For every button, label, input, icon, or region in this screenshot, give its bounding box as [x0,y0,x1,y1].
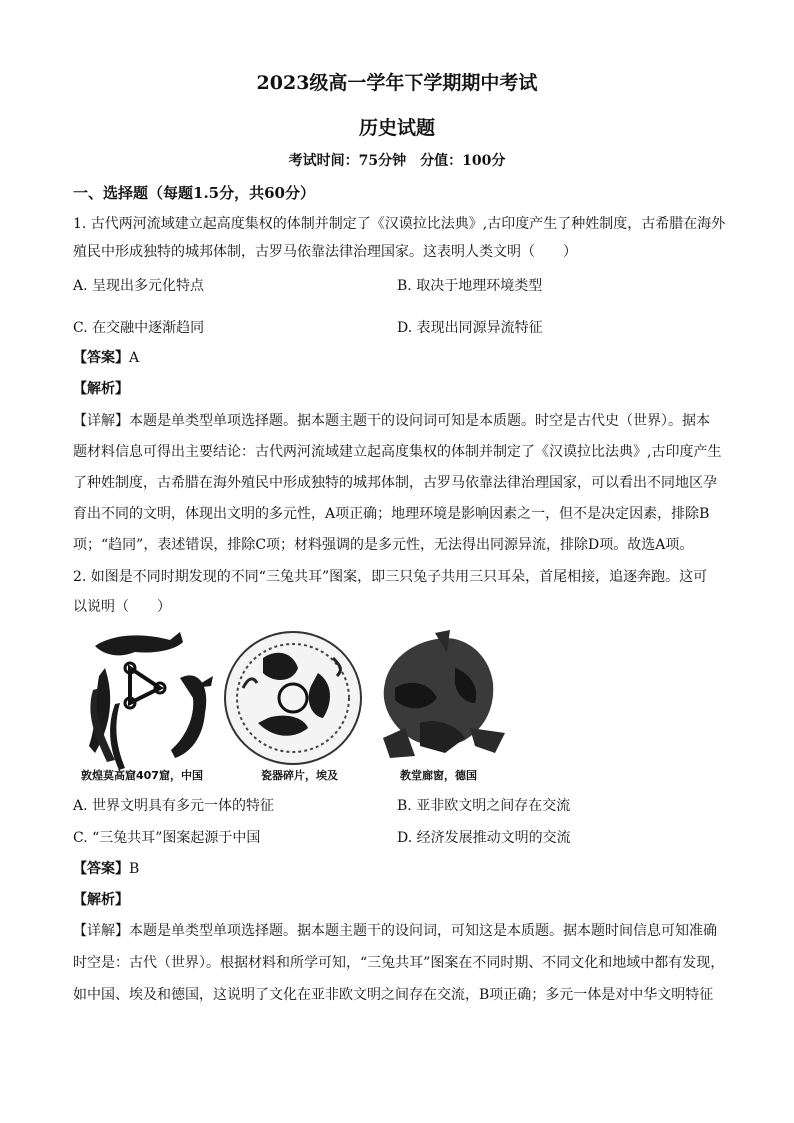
q2-option-a: A. 世界文明具有多元一体的特征 [73,798,275,814]
exam-info: 考试时间：75分钟 分值：100分 [288,153,506,169]
answer-tag: 【答案】 [73,350,129,366]
q1-option-a: A. 呈现出多元化特点 [73,278,205,294]
caption-egypt: 瓷器碎片，埃及 [261,769,338,782]
q1-detail-line: 题材料信息可得出主要结论：古代两河流域建立起高度集权的体制并制定了《汉谟拉比法典》,古印度产生 [73,444,722,460]
q2-detail-line: 如中国、埃及和德国，这说明了文化在亚非欧文明之间存在交流，B项正确；多元一体是对中华文明特征 [73,987,714,1003]
q1-option-b: B. 取决于地理环境类型 [397,278,543,294]
q1-stem-line-2: 殖民中形成独特的城邦体制，古罗马依靠法律治理国家。这表明人类文明（ ） [73,244,577,260]
hares-image-germany [383,630,505,758]
q1-option-d: D. 表现出同源异流特征 [397,320,543,336]
q1-analysis-tag [73,378,129,398]
q1-option-c: C. 在交融中逐渐趋同 [73,320,205,336]
q1-detail-line: 了种姓制度，古希腊在海外殖民中形成独特的城邦体制，古罗马依靠法律治理国家，可以看出不同地区孕 [73,475,717,491]
exam-subject: 历史试题 [358,117,435,139]
q2-detail-line: 【详解】本题是单类型单项选择题。据本题主题干的设问词，可知这是本质题。据本题时间信息可知准确 [73,923,717,939]
q2-answer [73,858,139,878]
caption-dunhuang: 敦煌莫高窟407窟，中国 [81,769,203,782]
hares-image-dunhuang [89,632,213,770]
three-hares-figure [75,628,520,786]
exam-title: 2023级高一学年下学期期中考试 [256,72,538,94]
q2-analysis-tag [73,889,129,909]
q2-option-c: C. “三兔共耳”图案起源于中国 [73,830,261,846]
q1-detail-line: 项；“趋同”，表述错误，排除C项；材料强调的是多元性，无法得出同源异流，排除D项。故选A项。 [73,537,694,553]
section-title: 一、选择题（每题1.5分，共60分） [73,184,315,202]
q2-stem-line-1: 2. 如图是不同时期发现的不同“三兔共耳”图案，即三只兔子共用三只耳朵，首尾相接，追逐奔跑。这可 [73,569,708,585]
q1-stem-line-1: 1. 古代两河流域建立起高度集权的体制并制定了《汉谟拉比法典》,古印度产生了种姓制度，古希腊在海外 [73,216,726,232]
q1-detail-line: 育出不同的文明，体现出文明的多元性，A项正确；地理环境是影响因素之一，但不是决定因素，排除B [73,506,710,522]
three-hares-images [75,628,520,786]
caption-germany: 教堂廊窗，德国 [400,769,477,782]
answer-tag: 【答案】 [73,861,129,877]
answer-value: A [129,350,140,366]
q2-option-d: D. 经济发展推动文明的交流 [397,830,571,846]
q1-answer [73,347,139,367]
q1-detail-line: 【详解】本题是单类型单项选择题。据本题主题干的设问词可知是本质题。时空是古代史（世界）。据本 [73,413,710,429]
q2-stem-line-2: 以说明（ ） [73,599,171,615]
analysis-tag: 【解析】 [73,381,129,397]
q2-option-b: B. 亚非欧文明之间存在交流 [397,798,571,814]
answer-value: B [129,861,140,877]
hares-image-egypt [225,632,361,764]
analysis-tag: 【解析】 [73,892,129,908]
q2-detail-line: 时空是：古代（世界）。根据材料和所学可知，“三兔共耳”图案在不同时期、不同文化和地域中都有发现， [73,955,725,971]
